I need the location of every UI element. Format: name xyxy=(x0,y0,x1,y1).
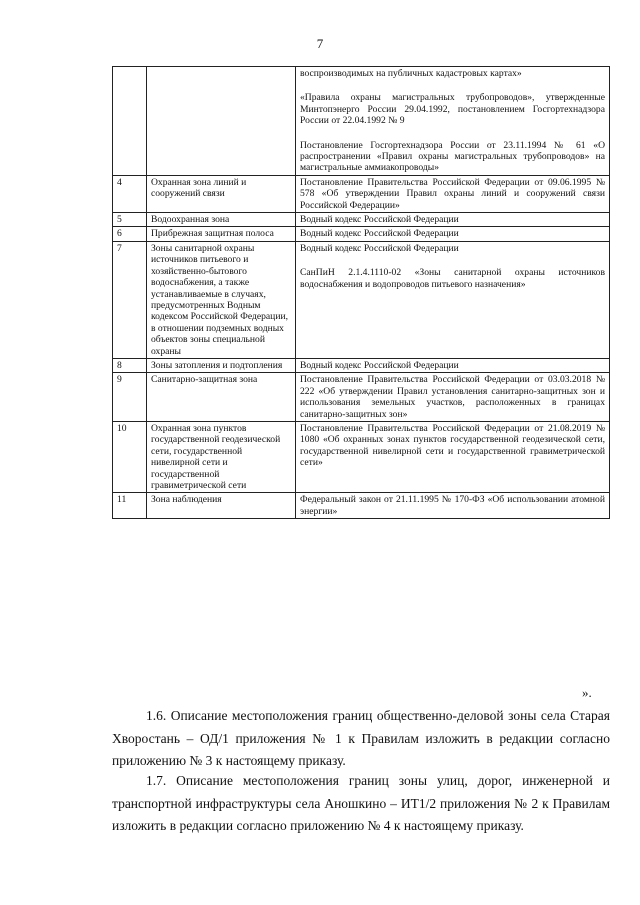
row-number: 9 xyxy=(113,373,147,422)
table-row xyxy=(113,493,610,519)
table-row xyxy=(113,227,610,241)
zone-name: Водоохранная зона xyxy=(147,213,296,227)
zone-regulations xyxy=(296,213,610,227)
row-number: 10 xyxy=(113,421,147,492)
regulation-document: воспроизводимых на публичных кадастровых картах» xyxy=(300,68,522,79)
table-row xyxy=(113,421,610,492)
zone-regulations xyxy=(296,421,610,492)
zone-regulations xyxy=(296,493,610,519)
regulation-document: Водный кодекс Российской Федерации xyxy=(300,242,459,254)
table-row xyxy=(113,67,610,176)
zone-name: Охранная зона пунктов государственной геодезической сети, государственной нивелирной сети и государственной гравиметрической сети xyxy=(147,421,296,492)
zone-regulations xyxy=(296,358,610,372)
table-row xyxy=(113,241,610,358)
doc-spacer xyxy=(300,254,605,267)
zone-name: Охранная зона линий и сооружений связи xyxy=(147,175,296,212)
doc-spacer xyxy=(300,79,605,92)
zone-name: Зоны затопления и подтопления xyxy=(147,358,296,372)
page-number: 7 xyxy=(316,36,324,51)
zone-name xyxy=(147,67,296,176)
regulation-document: Постановление Правительства Российской Федерации от 09.06.1995 № 578 «Об утверждении Правил охраны линий и сооружений связи Российской Федерации» xyxy=(300,176,605,211)
table-row xyxy=(113,175,610,212)
zone-regulations xyxy=(296,227,610,241)
zone-name: Зоны санитарной охраны источников питьевого и хозяйственно-бытового водоснабжения, а также устанавливаемые в случаях, предусмотренных Водным кодексом Российской Федерации, в отношении подземных водных объектов зоны специальной охраны xyxy=(147,241,296,358)
row-number: 7 xyxy=(113,241,147,358)
zone-name: Прибрежная защитная полоса xyxy=(147,227,296,241)
table-row xyxy=(113,373,610,422)
zone-regulations xyxy=(296,67,610,176)
zones-table-body xyxy=(113,67,610,519)
zone-name: Зона наблюдения xyxy=(147,493,296,519)
regulation-document: Федеральный закон от 21.11.1995 № 170-ФЗ «Об использовании атомной энергии» xyxy=(300,494,605,517)
row-number: 4 xyxy=(113,175,147,212)
zones-table xyxy=(112,66,610,519)
regulation-document: СанПиН 2.1.4.1110-02 «Зоны санитарной охраны источников водоснабжения и водопроводов питьевого назначения» xyxy=(300,267,605,290)
row-number: 11 xyxy=(113,493,147,519)
doc-spacer xyxy=(300,127,605,140)
regulation-document: Постановление Госгортехнадзора России от 23.11.1994 № 61 «О распространении «Правил охраны магистральных трубопроводов» на магистральные аммиакопроводы» xyxy=(300,139,605,174)
zone-name: Санитарно-защитная зона xyxy=(147,373,296,422)
row-number xyxy=(113,67,147,176)
zone-regulations xyxy=(296,175,610,212)
regulation-document: Постановление Правительства Российской Федерации от 03.03.2018 № 222 «Об утверждении Правил установления санитарно-защитных зон и использования земельных участков, расположенных в границах санитарно-защитных зон» xyxy=(300,374,605,420)
regulation-document: Водный кодекс Российской Федерации xyxy=(300,228,459,240)
regulation-document: «Правила охраны магистральных трубопроводов», утвержденные Минтопэнерго России 29.04.1992, постановлением Госгортехнадзора России от 22.04.1992 № 9 xyxy=(300,92,605,127)
row-number: 8 xyxy=(113,358,147,372)
row-number: 6 xyxy=(113,227,147,241)
closing-quote-mark: ». xyxy=(582,685,592,700)
table-row xyxy=(113,358,610,372)
row-number: 5 xyxy=(113,213,147,227)
regulation-document: Водный кодекс Российской Федерации xyxy=(300,359,459,371)
paragraph-1-7: 1.7. Описание местоположения границ зоны улиц, дорог, инженерной и транспортной инфраструктуры села Аношкино – ИТ1/2 приложения № 2 к Правилам изложить в редакции согласно приложению № 4 к настоящему приказу. xyxy=(112,773,610,833)
regulation-document: Постановление Правительства Российской Федерации от 21.08.2019 № 1080 «Об охранных зонах пунктов государственной геодезической сети, государственной нивелирной сети и государственной гравиметрической сети» xyxy=(300,422,605,469)
table-row xyxy=(113,213,610,227)
zone-regulations xyxy=(296,241,610,358)
paragraph-1-6: 1.6. Описание местоположения границ общественно-деловой зоны села Старая Хворостань – ОД/1 приложения № 1 к Правилам изложить в редакции согласно приложению № 3 к настоящему приказу. xyxy=(112,708,610,768)
zone-regulations xyxy=(296,373,610,422)
regulation-document: Водный кодекс Российской Федерации xyxy=(300,214,459,226)
